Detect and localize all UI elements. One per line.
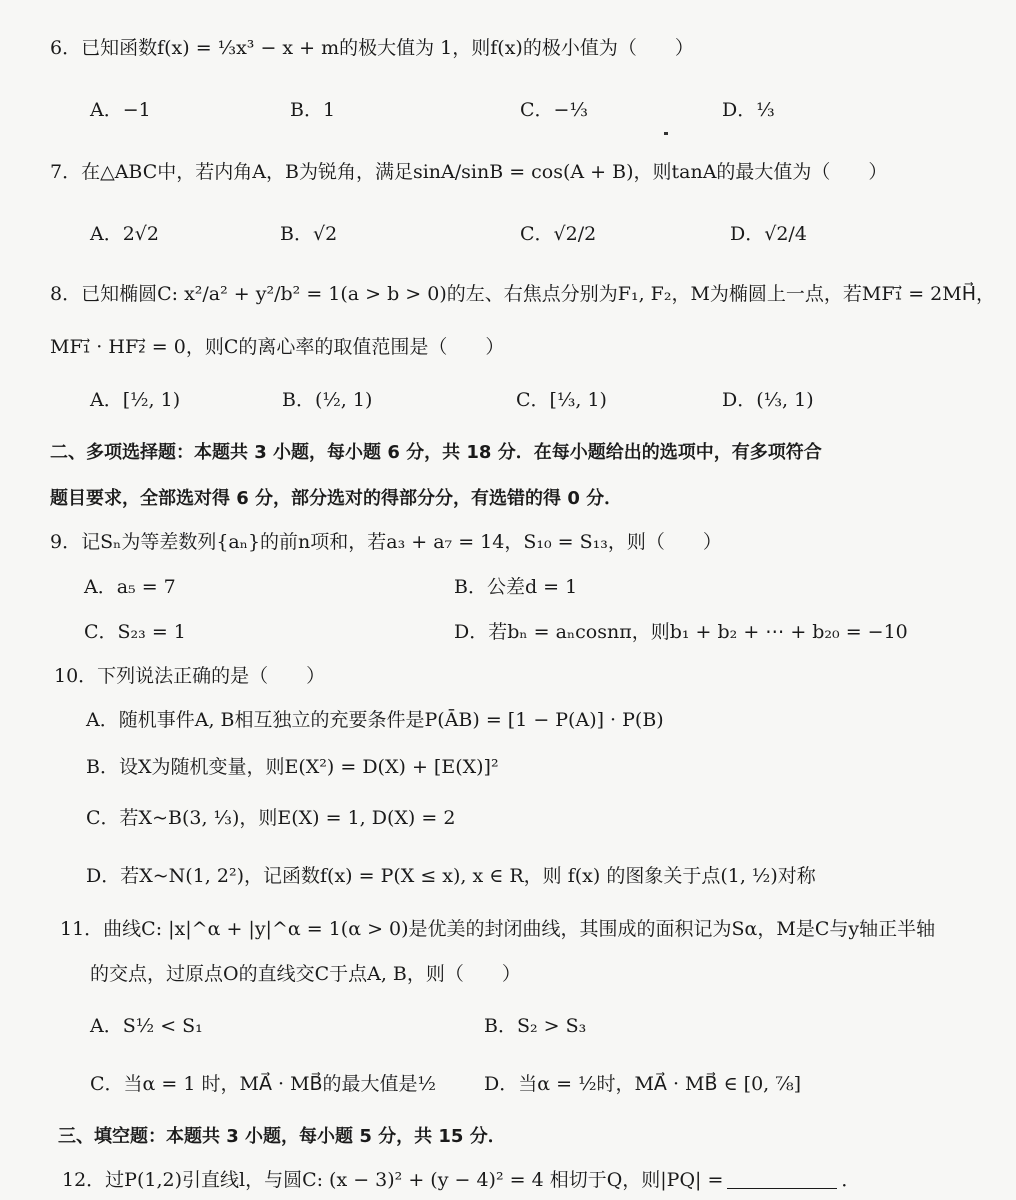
scan-speck — [664, 132, 668, 135]
section3-line1-text: 三、填空题：本题共 3 小题，每小题 5 分，共 15 分． — [58, 1126, 506, 1147]
q9-option-b: B．公差d = 1 — [454, 576, 578, 598]
q12-end: ． — [841, 1169, 861, 1191]
q8-option-a: A．[½, 1) — [90, 389, 181, 411]
q12-line — [62, 1168, 860, 1192]
section2-instructions-line1 — [50, 440, 822, 465]
q10-option-a: A．随机事件A, B相互独立的充要条件是P(ĀB) = [1 − P(A)] · P(B) — [86, 709, 664, 731]
q10-option-b: B．设X为随机变量，则E(X²) = D(X) + [E(X)]² — [86, 756, 499, 778]
q8-option-d: D．(⅓, 1) — [722, 389, 814, 411]
q7-stem: 7．在△ABC中，若内角A，B为锐角，满足sinA/sinB = cos(A + B)，则tanA的最大值为（ ） — [50, 161, 888, 183]
q6-option-d: D．⅓ — [722, 99, 775, 121]
q7-option-b: B．√2 — [280, 223, 338, 245]
q8-option-b: B．(½, 1) — [282, 389, 373, 411]
section3-instructions — [58, 1124, 506, 1149]
q10-stem: 10．下列说法正确的是（ ） — [54, 665, 326, 687]
q11-option-d: D．当α = ½时，MA⃗ · MB⃗ ∈ [0, ⅞] — [484, 1073, 802, 1095]
q11-option-c: C．当α = 1 时，MA⃗ · MB⃗的最大值是½ — [90, 1073, 436, 1095]
q9-option-d: D．若bₙ = aₙcosnπ，则b₁ + b₂ + ⋯ + b₂₀ = −10 — [454, 621, 908, 643]
q6-option-b: B．1 — [290, 99, 336, 121]
q9-stem: 9．记Sₙ为等差数列{aₙ}的前n项和，若a₃ + a₇ = 14，S₁₀ = S₁₃，则（ ） — [50, 531, 722, 553]
q6-option-a: A．−1 — [90, 99, 151, 121]
q7-option-a: A．2√2 — [90, 223, 160, 245]
q12-answer-blank[interactable] — [727, 1170, 837, 1189]
q10-option-c: C．若X~B(3, ⅓)，则E(X) = 1, D(X) = 2 — [86, 807, 456, 829]
q11-stem-line2: 的交点，过原点O的直线交C于点A, B，则（ ） — [90, 963, 521, 985]
q6-stem: 6．已知函数f(x) = ⅓x³ − x + m的极大值为 1，则f(x)的极小值为（ ） — [50, 37, 694, 59]
section2-line1-text: 二、多项选择题：本题共 3 小题，每小题 6 分，共 18 分．在每小题给出的选项中，有多项符合 — [50, 442, 822, 463]
q8-stem-line2: MF₁⃗ · HF₂⃗ = 0，则C的离心率的取值范围是（ ） — [50, 336, 505, 358]
q10-option-d: D．若X~N(1, 2²)，记函数f(x) = P(X ≤ x), x ∈ R，则 f(x) 的图象关于点(1, ½)对称 — [86, 865, 816, 887]
section2-instructions-line2 — [50, 486, 622, 511]
q6-option-c: C．−⅓ — [520, 99, 588, 121]
q9-option-a: A．a₅ = 7 — [84, 576, 176, 598]
q11-stem-line1: 11．曲线C: |x|^α + |y|^α = 1(α > 0)是优美的封闭曲线，其围成的面积记为Sα，M是C与y轴正半轴 — [60, 918, 936, 940]
q9-option-c: C．S₂₃ = 1 — [84, 621, 186, 643]
q12-stem: 12．过P(1,2)引直线l，与圆C: (x − 3)² + (y − 4)² = 4 相切于Q，则|PQ| = — [62, 1169, 724, 1191]
q8-stem-line1: 8．已知椭圆C: x²/a² + y²/b² = 1(a > b > 0)的左、右焦点分别为F₁, F₂，M为椭圆上一点，若MF₁⃗ = 2MH⃗， — [50, 283, 995, 305]
q7-option-d: D．√2/4 — [730, 223, 807, 245]
section2-line2-text: 题目要求，全部选对得 6 分，部分选对的得部分分，有选错的得 0 分． — [50, 488, 623, 509]
q11-option-a: A．S½ < S₁ — [90, 1015, 203, 1037]
q7-option-c: C．√2/2 — [520, 223, 597, 245]
q11-option-b: B．S₂ > S₃ — [484, 1015, 587, 1037]
q8-option-c: C．[⅓, 1) — [516, 389, 607, 411]
